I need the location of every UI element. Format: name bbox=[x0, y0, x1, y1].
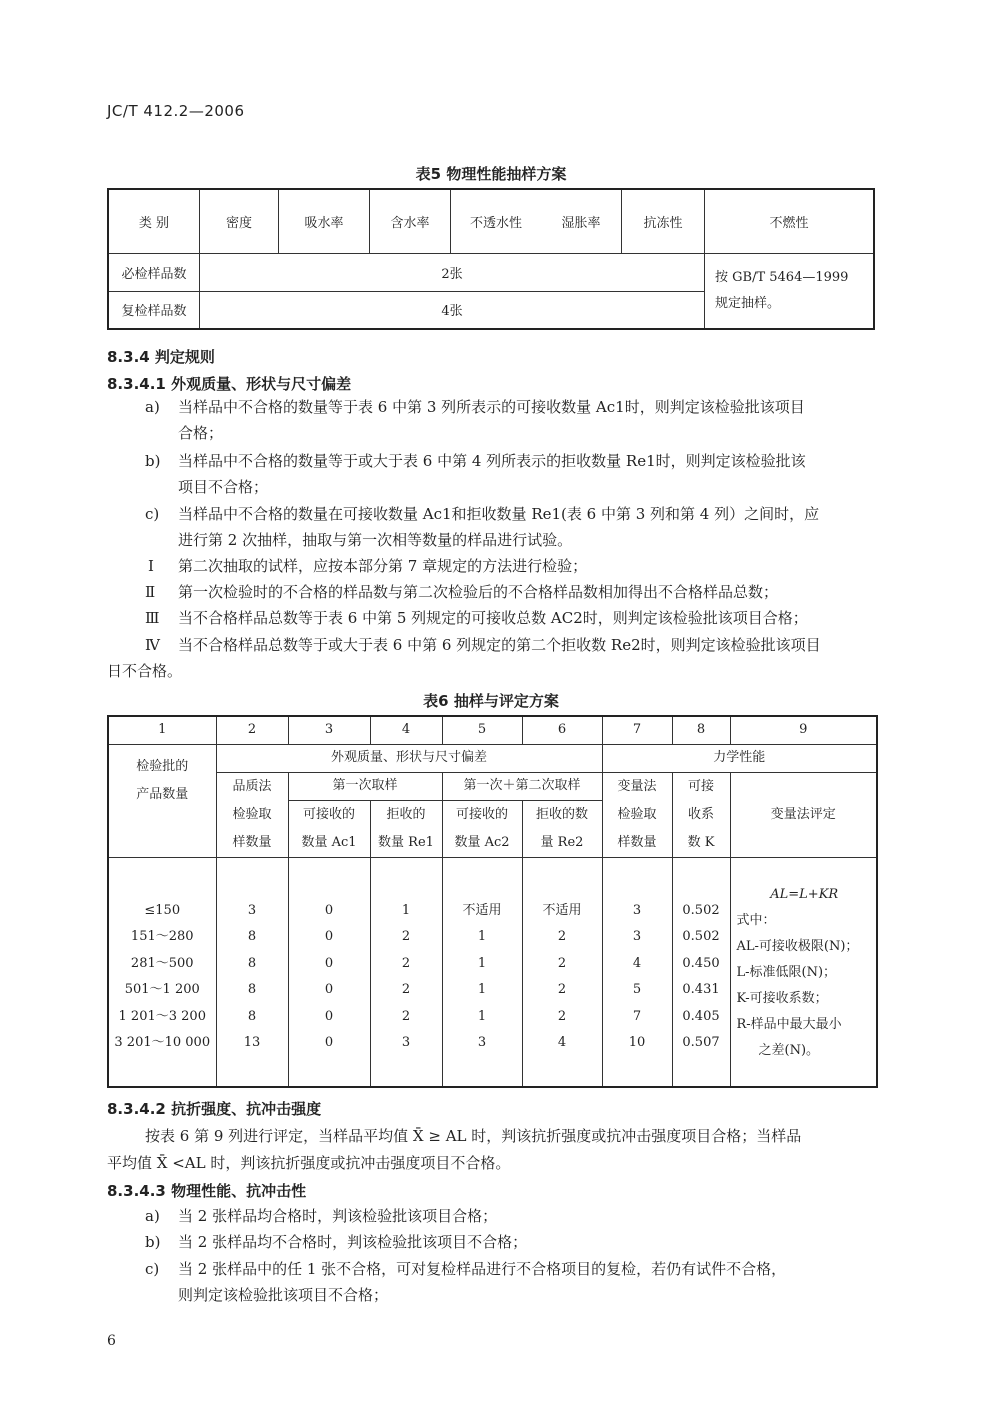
table-cell: 0 bbox=[324, 1008, 334, 1024]
table-cell: 3 bbox=[632, 902, 642, 918]
table5-header-row bbox=[108, 189, 874, 253]
s3-item-b-label: b) bbox=[145, 1233, 161, 1251]
table6-col-var bbox=[602, 857, 672, 1087]
table6-formula bbox=[730, 857, 877, 1087]
table6-col-batch bbox=[108, 857, 216, 1087]
table-cell: 13 bbox=[243, 1035, 261, 1050]
table-cell: 3 bbox=[401, 1035, 411, 1050]
s3-item-b-text: 当 2 张样品均不合格时，判该检验批该项目不合格； bbox=[178, 1233, 528, 1251]
table6-header-first: 第一次取样 bbox=[288, 772, 442, 800]
table5-header-category: 类 别 bbox=[108, 189, 200, 253]
table-cell: 2 bbox=[557, 1008, 567, 1024]
item-iii-label: Ⅲ bbox=[145, 609, 160, 627]
item-a-text bbox=[178, 396, 888, 444]
table-cell: 3 201～10 000 bbox=[114, 1035, 211, 1050]
section-8343-heading: 8.3.4.3 物理性能、抗冲击性 bbox=[107, 1182, 307, 1200]
table6-header-second: 第一次＋第二次取样 bbox=[442, 772, 602, 800]
table6-colnum-2: 2 bbox=[216, 716, 288, 744]
table6-header-re1-l1: 拒收的 bbox=[386, 806, 426, 822]
table-cell: 0.450 bbox=[682, 955, 720, 971]
table-cell: 7 bbox=[632, 1008, 642, 1024]
table-cell: 5 bbox=[632, 982, 642, 997]
table6-colnum-8: 8 bbox=[672, 716, 730, 744]
table5-row-required bbox=[108, 253, 874, 291]
table6 bbox=[107, 715, 878, 1088]
table-cell: 2 bbox=[401, 982, 411, 997]
table6-header-k-l2: 收系 bbox=[687, 806, 714, 822]
table6-col-ac2 bbox=[442, 857, 522, 1087]
table-cell: 501～1 200 bbox=[124, 982, 200, 997]
table6-header-ac1-l2: 数量 Ac1 bbox=[301, 834, 357, 850]
s3-item-a-text: 当 2 张样品均合格时，判该检验批该项目合格； bbox=[178, 1207, 498, 1225]
table-cell: 1 bbox=[477, 955, 487, 971]
table-cell: 2 bbox=[401, 929, 411, 944]
formula-line1: AL-可接收极限(N)； bbox=[736, 938, 859, 954]
table-cell: 2 bbox=[557, 955, 567, 971]
item-c-line1: 当样品中不合格的数量在可接收数量 Ac1和拒收数量 Re1(表 6 中第 3 列和第 4 列）之间时，应 bbox=[178, 505, 820, 523]
table6-header-var bbox=[602, 772, 672, 857]
table5-header-frost: 抗冻性 bbox=[622, 189, 705, 253]
section-8342-line2: 平均值 X̄ <AL 时，判该抗折强度或抗冲击强度项目不合格。 bbox=[107, 1154, 511, 1172]
table6-header-var-l2: 检验取 bbox=[617, 806, 657, 822]
table6-header-ac2-l2: 数量 Ac2 bbox=[454, 834, 510, 850]
table-cell: 0.405 bbox=[682, 1008, 720, 1024]
table6-col-k bbox=[672, 857, 730, 1087]
table6-header-re1-l2: 数量 Re1 bbox=[378, 834, 434, 850]
table-cell: 1 201～3 200 bbox=[118, 1008, 206, 1024]
table-cell: 不适用 bbox=[462, 902, 502, 918]
table5-header-moisture: 含水率 bbox=[370, 189, 451, 253]
table5-note-line1: 按 GB/T 5464—1999 bbox=[715, 269, 849, 285]
table-cell: 1 bbox=[477, 982, 487, 997]
item-b-label: b) bbox=[145, 452, 161, 470]
table6-col-re2 bbox=[522, 857, 602, 1087]
table-cell: 0.507 bbox=[682, 1035, 720, 1050]
item-iii-text: 当不合格样品总数等于表 6 中第 5 列规定的可接收总数 AC2时，则判定该检验批该项目合格； bbox=[178, 609, 808, 627]
table5 bbox=[107, 188, 875, 330]
table6-header-k-l3: 数 K bbox=[687, 834, 715, 850]
table5-required-value: 2张 bbox=[200, 253, 705, 291]
table-cell: 不适用 bbox=[542, 902, 582, 918]
table-cell: ≤150 bbox=[144, 902, 181, 918]
page-number: 6 bbox=[107, 1333, 116, 1349]
standard-number: JC/T 412.2—2006 bbox=[107, 102, 245, 120]
item-iv-line1: 当不合格样品总数等于或大于表 6 中第 6 列规定的第二个拒收数 Re2时，则判定该检验批该项目 bbox=[178, 636, 821, 654]
table6-caption: 表6 抽样与评定方案 bbox=[423, 692, 559, 710]
table6-colnum-5: 5 bbox=[442, 716, 522, 744]
item-i-label: Ⅰ bbox=[148, 557, 154, 575]
table-cell: 1 bbox=[401, 902, 411, 918]
table-cell: 0.502 bbox=[682, 902, 720, 918]
table5-header-noncombustible: 不燃性 bbox=[705, 189, 875, 253]
table6-header-varjudge: 变量法评定 bbox=[730, 772, 877, 857]
table-cell: 1 bbox=[477, 929, 487, 944]
formula-where: 式中： bbox=[736, 912, 776, 928]
table5-recheck-label: 复检样品数 bbox=[108, 291, 200, 329]
s3-item-c-label: c) bbox=[145, 1260, 160, 1278]
table6-group-row bbox=[108, 744, 877, 772]
formula-line4: R-样品中最大最小 bbox=[736, 1016, 842, 1032]
table-cell: 4 bbox=[632, 955, 642, 971]
table-cell: 4 bbox=[557, 1035, 567, 1050]
table6-colnum-6: 6 bbox=[522, 716, 602, 744]
item-iv-line2: 日不合格。 bbox=[107, 662, 183, 680]
table6-header-re1 bbox=[370, 800, 442, 857]
table6-data-block bbox=[108, 857, 877, 1087]
table-cell: 0 bbox=[324, 929, 334, 944]
table-cell: 1 bbox=[477, 1008, 487, 1024]
table5-required-label: 必检样品数 bbox=[108, 253, 200, 291]
item-b-line2: 项目不合格； bbox=[178, 478, 269, 496]
table5-header-wet-expansion: 湿胀率 bbox=[541, 189, 622, 253]
table6-header-ac2 bbox=[442, 800, 522, 857]
table6-header-attr-l3: 样数量 bbox=[232, 834, 272, 850]
table-cell: 3 bbox=[632, 929, 642, 944]
item-iv-label: Ⅳ bbox=[145, 636, 160, 654]
table6-header-ac1-l1: 可接收的 bbox=[302, 806, 355, 822]
table-cell: 2 bbox=[401, 1008, 411, 1024]
item-c-text bbox=[178, 503, 888, 551]
table-cell: 0.502 bbox=[682, 929, 720, 944]
table-cell: 0 bbox=[324, 982, 334, 997]
table6-colnum-1: 1 bbox=[108, 716, 216, 744]
table6-header-k bbox=[672, 772, 730, 857]
table5-caption: 表5 物理性能抽样方案 bbox=[415, 165, 567, 183]
formula-equation: AL=L+KR bbox=[770, 886, 839, 902]
item-b-line1: 当样品中不合格的数量等于或大于表 6 中第 4 列所表示的拒收数量 Re1时，则判定该检验批该 bbox=[178, 452, 806, 470]
s3-item-c-line2: 则判定该检验批该项目不合格； bbox=[178, 1286, 389, 1304]
table-cell: 3 bbox=[247, 902, 257, 918]
table-cell: 0 bbox=[324, 1035, 334, 1050]
table6-col-re1 bbox=[370, 857, 442, 1087]
table6-header-re2-l2: 量 Re2 bbox=[540, 834, 584, 850]
s3-item-c-line1: 当 2 张样品中的任 1 张不合格，可对复检样品进行不合格项目的复检，若仍有试件不合格， bbox=[178, 1260, 787, 1278]
s3-item-a-label: a) bbox=[145, 1207, 160, 1225]
table-cell: 8 bbox=[247, 955, 257, 971]
item-b-text bbox=[178, 450, 888, 498]
table-cell: 151～280 bbox=[130, 929, 194, 944]
table6-group-mechanical: 力学性能 bbox=[602, 744, 877, 772]
table-cell: 2 bbox=[401, 955, 411, 971]
table-cell: 2 bbox=[557, 982, 567, 997]
table5-note-line2: 规定抽样。 bbox=[715, 295, 781, 311]
formula-line5: 之差(N)。 bbox=[758, 1042, 820, 1058]
section-8341-heading: 8.3.4.1 外观质量、形状与尺寸偏差 bbox=[107, 375, 352, 393]
s3-item-c-text bbox=[178, 1258, 888, 1306]
table-cell: 0.431 bbox=[682, 982, 720, 997]
table6-header-attr-l1: 品质法 bbox=[232, 778, 272, 794]
table5-recheck-value: 4张 bbox=[200, 291, 705, 329]
item-a-label: a) bbox=[145, 398, 160, 416]
section-8342-line1: 按表 6 第 9 列进行评定，当样品平均值 X̄ ≥ AL 时，判该抗折强度或抗冲击强度项目合格；当样品 bbox=[145, 1127, 802, 1145]
item-c-label: c) bbox=[145, 505, 160, 523]
item-ii-label: Ⅱ bbox=[145, 583, 156, 601]
item-a-line1: 当样品中不合格的数量等于表 6 中第 3 列所表示的可接收数量 Ac1时，则判定该检验批该项目 bbox=[178, 398, 805, 416]
section-834-heading: 8.3.4 判定规则 bbox=[107, 348, 215, 366]
table6-header-re2-l1: 拒收的数 bbox=[535, 806, 588, 822]
table5-noncombustible-note bbox=[705, 253, 875, 329]
table-cell: 8 bbox=[247, 929, 257, 944]
table6-col-attr bbox=[216, 857, 288, 1087]
table6-header-ac1 bbox=[288, 800, 370, 857]
table-cell: 8 bbox=[247, 982, 257, 997]
item-i-text: 第二次抽取的试样，应按本部分第 7 章规定的方法进行检验； bbox=[178, 557, 588, 575]
table6-header-attr-l2: 检验取 bbox=[232, 806, 272, 822]
table5-header-density: 密度 bbox=[200, 189, 279, 253]
table6-header-batch-l2: 产品数量 bbox=[136, 786, 189, 802]
table6-group-appearance: 外观质量、形状与尺寸偏差 bbox=[216, 744, 602, 772]
table-cell: 0 bbox=[324, 955, 334, 971]
table6-colnum-7: 7 bbox=[602, 716, 672, 744]
item-c-line2: 进行第 2 次抽样，抽取与第一次相等数量的样品进行试验。 bbox=[178, 531, 573, 549]
table6-header-re2 bbox=[522, 800, 602, 857]
table6-header-attr bbox=[216, 772, 288, 857]
table6-colnum-9: 9 bbox=[730, 716, 877, 744]
table6-header-ac2-l1: 可接收的 bbox=[455, 806, 508, 822]
item-ii-text: 第一次检验时的不合格的样品数与第二次检验后的不合格样品数相加得出不合格样品总数； bbox=[178, 583, 779, 601]
table6-header-batch bbox=[108, 744, 216, 857]
table6-colnum-3: 3 bbox=[288, 716, 370, 744]
table6-header-var-l1: 变量法 bbox=[617, 778, 657, 794]
formula-line3: K-可接收系数； bbox=[736, 990, 828, 1006]
table6-col-numbers bbox=[108, 716, 877, 744]
table6-col-ac1 bbox=[288, 857, 370, 1087]
table6-colnum-4: 4 bbox=[370, 716, 442, 744]
table-cell: 8 bbox=[247, 1008, 257, 1024]
table6-header-k-l1: 可接 bbox=[687, 778, 714, 794]
table-cell: 0 bbox=[324, 902, 334, 918]
table-cell: 281～500 bbox=[130, 955, 194, 971]
table6-header-batch-l1: 检验批的 bbox=[136, 758, 189, 774]
table-cell: 3 bbox=[477, 1035, 487, 1050]
section-8342-heading: 8.3.4.2 抗折强度、抗冲击强度 bbox=[107, 1100, 322, 1118]
table6-header-var-l3: 样数量 bbox=[617, 834, 657, 850]
table-cell: 2 bbox=[557, 929, 567, 944]
table5-header-impermeability: 不透水性 bbox=[451, 189, 542, 253]
table5-header-water-absorption: 吸水率 bbox=[279, 189, 370, 253]
formula-line2: L-标准低限(N)； bbox=[736, 964, 837, 980]
table-cell: 10 bbox=[628, 1035, 646, 1050]
item-a-line2: 合格； bbox=[178, 424, 224, 442]
table6-subgroup-row bbox=[108, 772, 877, 800]
